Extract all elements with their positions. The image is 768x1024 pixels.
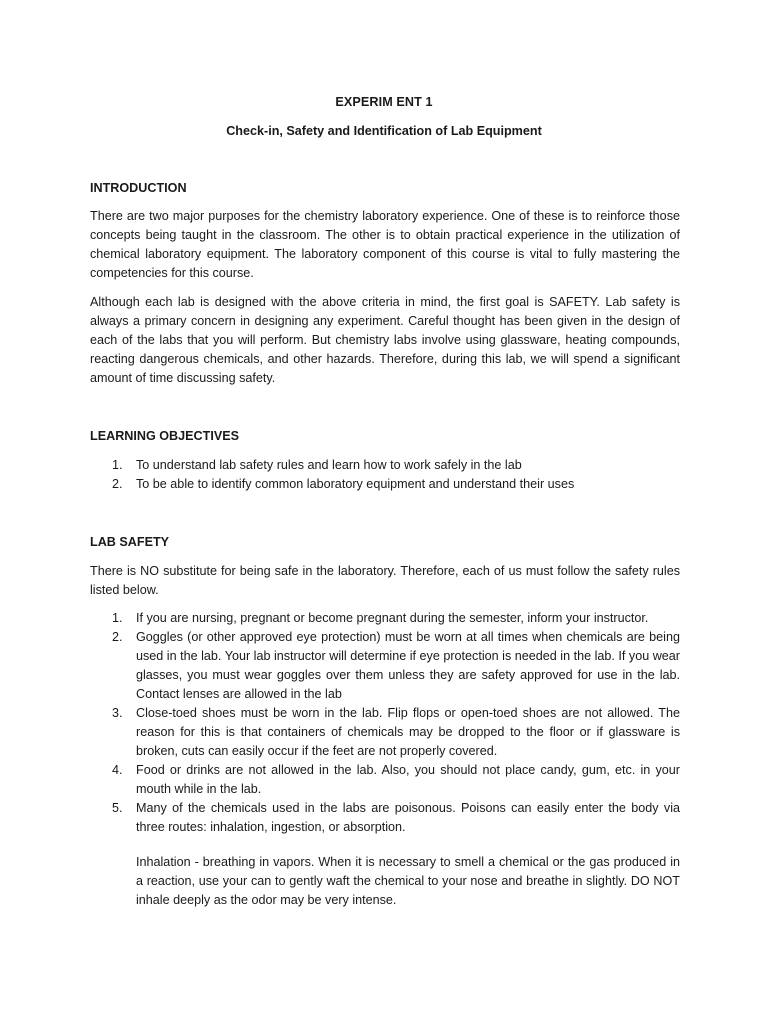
introduction-paragraph-1: There are two major purposes for the chemistry laboratory experience. One of these is to reinforce those concepts being taught in the classroom. The other is to obtain practical experience in the utilization of chemical laboratory equipment. The laboratory component of this course is vital to fully mastering the competencies for this course. [90,209,680,280]
lab-safety-heading: LAB SAFETY [90,535,170,549]
list-item [90,475,680,494]
list-item-text: To be able to identify common laboratory equipment and understand their uses [136,477,575,491]
learning-objectives-heading: LEARNING OBJECTIVES [90,429,240,443]
list-item [90,456,680,475]
list-item-text: Many of the chemicals used in the labs are poisonous. Poisons can easily enter the body via three routes: inhalation, ingestion, or absorption. [136,801,680,834]
list-item-number: 2. [112,477,123,491]
list-item [90,609,680,628]
list-item-number: 3. [112,706,123,720]
introduction-heading: INTRODUCTION [90,181,187,195]
document-title: EXPERIM ENT 1 [335,95,433,109]
list-item-number: 1. [112,611,123,625]
list-item [90,799,680,837]
list-item [90,761,680,799]
list-item-number: 4. [112,763,123,777]
document-subtitle: Check-in, Safety and Identification of Lab Equipment [226,124,542,138]
list-item-text: Food or drinks are not allowed in the lab. Also, you should not place candy, gum, etc. in your mouth while in the lab. [136,763,680,796]
learning-objectives-list [90,456,680,494]
list-item-text: To understand lab safety rules and learn how to work safely in the lab [136,458,522,472]
list-item-number: 5. [112,801,123,815]
lab-safety-rules-list [90,609,680,837]
list-item [90,704,680,761]
list-item-text: Close-toed shoes must be worn in the lab. Flip flops or open-toed shoes are not allowed. The reason for this is that containers of chemicals may be dropped to the floor or if glassware is broken, cuts can easily occur if the feet are not properly covered. [136,706,680,758]
list-item-text: If you are nursing, pregnant or become pregnant during the semester, inform your instructor. [136,611,649,625]
list-item-text: Goggles (or other approved eye protection) must be worn at all times when chemicals are being used in the lab. Your lab instructor will determine if eye protection is needed in the lab. If you wear glasses, you must wear goggles over them unless they are safety approved for use in the lab. Contact lenses are allowed in the lab [136,630,680,701]
list-item-number: 1. [112,458,123,472]
lab-safety-intro: There is NO substitute for being safe in the laboratory. Therefore, each of us must follow the safety rules listed below. [90,564,680,597]
list-item [90,628,680,704]
introduction-paragraph-2: Although each lab is designed with the above criteria in mind, the first goal is SAFETY. Lab safety is always a primary concern in designing any experiment. Careful thought has been given in the design of each of the labs that you will perform. But chemistry labs involve using glassware, heating compounds, reacting dangerous chemicals, and other hazards. Therefore, during this lab, we will spend a significant amount of time discussing safety. [90,295,680,385]
inhalation-paragraph: Inhalation - breathing in vapors. When it is necessary to smell a chemical or the gas produced in a reaction, use your can to gently waft the chemical to your nose and breathe in slightly. DO NOT inhale deeply as the odor may be very intense. [136,855,680,907]
list-item-number: 2. [112,630,123,644]
